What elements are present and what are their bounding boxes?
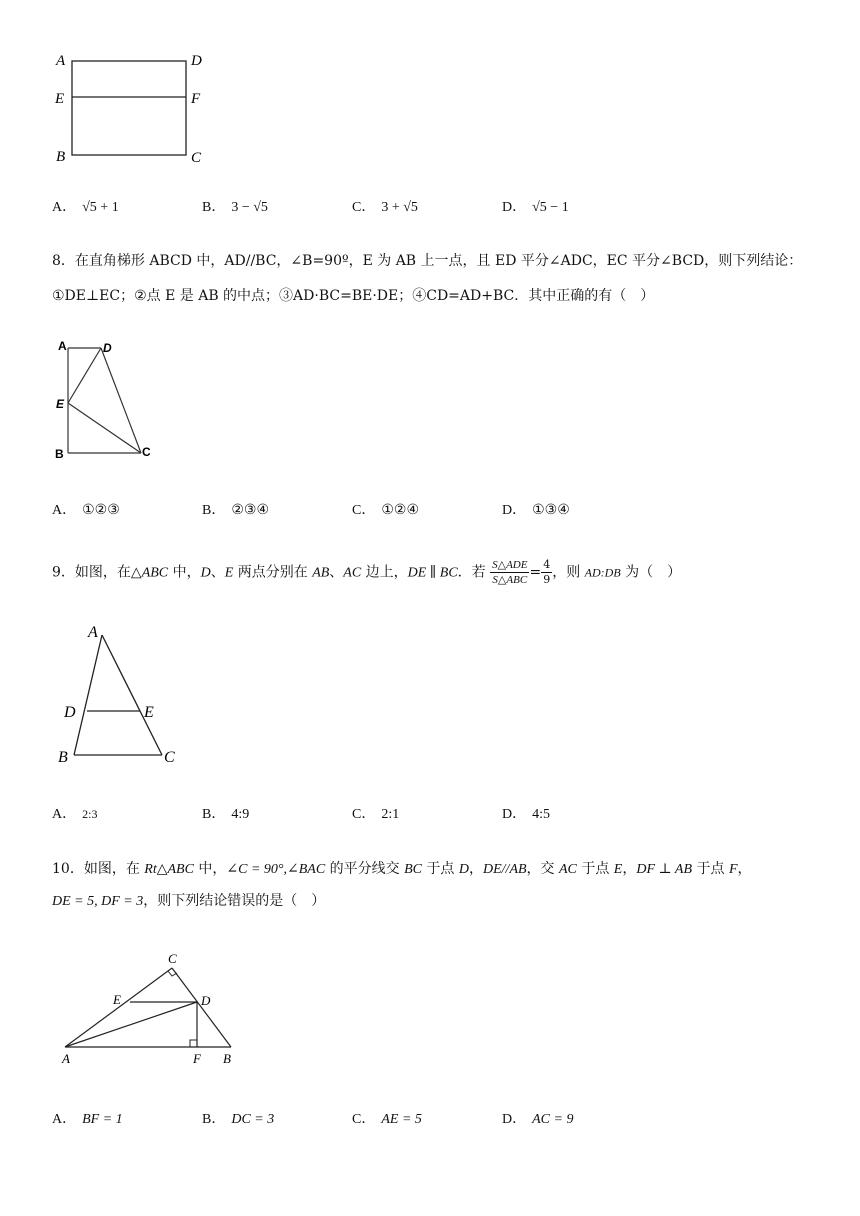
q9-t1: 中， — [168, 564, 201, 581]
option-key: D． — [502, 200, 527, 215]
option-value: 3 − √5 — [231, 200, 268, 215]
q7-option-d[interactable] — [502, 196, 569, 216]
option-key: C． — [352, 807, 376, 822]
q9-t7: ，则 — [552, 564, 585, 581]
q7-option-b[interactable] — [202, 196, 268, 216]
q9-prefix: 9．如图，在△ — [52, 564, 142, 581]
q9-option-c[interactable] — [352, 803, 399, 823]
label-e: E — [56, 397, 65, 411]
q8-option-b[interactable] — [202, 499, 269, 519]
figure-q10-right-triangle — [55, 945, 255, 1075]
q9-option-a[interactable] — [52, 803, 97, 823]
option-value: BF = 1 — [82, 1112, 123, 1127]
label-b: B — [223, 1051, 231, 1066]
q10-l1f: ，交 — [526, 861, 559, 877]
label-b: B — [56, 149, 66, 165]
option-value: 3 + √5 — [381, 200, 418, 215]
q10-l1i: 于点 — [692, 861, 729, 877]
q8-option-d[interactable] — [502, 499, 570, 519]
q10-option-b[interactable] — [202, 1108, 274, 1128]
q10-f: F — [728, 862, 738, 877]
q10-l1c: 的平分线交 — [325, 861, 405, 877]
q9-abc: ABC — [141, 565, 169, 581]
option-key: A． — [52, 807, 77, 822]
option-key: C． — [352, 1112, 376, 1127]
label-d: D — [64, 704, 76, 721]
label-e: E — [55, 91, 65, 107]
fraction-denominator: S△ABC — [492, 574, 528, 586]
q9-area-fraction — [490, 558, 529, 587]
option-value: 4:5 — [532, 807, 551, 822]
option-key: D． — [502, 1112, 527, 1127]
q8-text-line1: 8．在直角梯形 ABCD 中，AD//BC，∠B=90º，E 为 AB 上一点，且 ED 平分∠ADC，EC 平分∠BCD，则下列结论： — [52, 253, 803, 269]
segment-ed — [68, 348, 101, 403]
q9-t6: ．若 — [457, 564, 491, 581]
q10-l1e: ， — [469, 861, 483, 877]
figure-q8-trapezoid — [50, 336, 170, 466]
rectangle-abcd — [72, 61, 186, 155]
option-key: D． — [502, 503, 527, 518]
option-key: B． — [202, 807, 226, 822]
q9-t8: 为（ ） — [620, 564, 682, 581]
option-key: C． — [352, 503, 376, 518]
segment-ac — [65, 968, 172, 1047]
right-angle-mark-c — [168, 971, 177, 976]
label-f: F — [191, 91, 201, 107]
fraction-numerator: S△ADE — [492, 559, 528, 571]
q9-ab: AB — [312, 565, 330, 581]
option-key: A． — [52, 1112, 77, 1127]
q9-value-fraction — [541, 558, 552, 587]
q7-option-a[interactable] — [52, 196, 119, 216]
q10-l1g: 于点 — [576, 861, 614, 877]
q9-e: E — [224, 565, 234, 581]
label-a: A — [58, 339, 67, 353]
q10-l1j: ， — [737, 861, 752, 877]
q10-l1h: ， — [622, 861, 637, 877]
q10-e: E — [613, 862, 623, 877]
q10-cond1: ∠C = 90°,∠BAC — [226, 862, 326, 877]
figure-q7-rectangle — [50, 48, 220, 168]
q10-rt: Rt△ABC — [144, 862, 194, 877]
q10-df-ab: DF ⊥ AB — [636, 862, 693, 877]
segment-ab — [74, 635, 102, 755]
option-key: C． — [352, 200, 376, 215]
option-value: ①②③ — [82, 503, 120, 518]
option-key: A． — [52, 200, 77, 215]
label-a: A — [62, 1051, 70, 1066]
option-value: DC = 3 — [231, 1112, 275, 1127]
q9-ratio: AD:DB — [584, 565, 621, 580]
q10-option-c[interactable] — [352, 1108, 422, 1128]
figure-q9-triangle — [50, 620, 190, 770]
q10-bc: BC — [404, 862, 422, 877]
label-e: E — [144, 704, 154, 721]
fraction-numerator: 4 — [543, 558, 551, 571]
option-value: 4:9 — [231, 807, 250, 822]
label-c: C — [168, 951, 177, 966]
label-d: D — [201, 993, 211, 1008]
option-value: ①②④ — [381, 503, 419, 518]
label-e: E — [113, 992, 121, 1007]
q8-option-a[interactable] — [52, 499, 120, 519]
label-a: A — [88, 624, 98, 641]
q9-eq: = — [529, 564, 542, 581]
q10-l2b: ，则下列结论错误的是（ ） — [143, 893, 326, 909]
q10-l1b: 中， — [193, 861, 227, 877]
option-value: ②③④ — [231, 503, 269, 518]
q9-t4: 、 — [329, 564, 344, 581]
q10-d: D — [458, 862, 469, 877]
q9-t5: 边上， — [361, 564, 408, 581]
option-key: B． — [202, 200, 226, 215]
label-a: A — [56, 53, 66, 69]
option-value: 2:1 — [381, 807, 400, 822]
label-c: C — [164, 749, 175, 766]
label-b: B — [55, 447, 64, 461]
option-value: √5 + 1 — [82, 200, 119, 215]
option-value: AE = 5 — [381, 1112, 422, 1127]
q10-option-d[interactable] — [502, 1108, 573, 1128]
label-c: C — [142, 445, 151, 459]
label-d: D — [103, 341, 112, 355]
label-d: D — [191, 53, 202, 69]
option-value: AC = 9 — [532, 1112, 574, 1127]
right-angle-mark-f — [190, 1040, 197, 1047]
option-value: ①③④ — [532, 503, 570, 518]
q9-option-b[interactable] — [202, 803, 249, 823]
q10-ac: AC — [559, 862, 577, 877]
segment-dc — [101, 348, 141, 453]
q10-l1a: 10．如图，在 — [52, 861, 145, 877]
q9-ac: AC — [343, 565, 362, 581]
option-key: B． — [202, 1112, 226, 1127]
q10-text-line2 — [52, 891, 325, 912]
option-key: B． — [202, 503, 226, 518]
option-key: A． — [52, 503, 77, 518]
q7-option-c[interactable] — [352, 196, 418, 216]
q10-de-ab: DE//AB — [483, 862, 527, 877]
segment-ac — [102, 635, 162, 755]
q10-text-line1 — [52, 859, 752, 880]
q8-option-c[interactable] — [352, 499, 419, 519]
q9-option-d[interactable] — [502, 803, 550, 823]
fraction-denominator: 9 — [543, 573, 551, 586]
q8-text-line2: ①DE⊥EC；②点 E 是 AB 的中点；③AD·BC=BE·DE；④CD=AD+BC．其中正确的有（ ） — [52, 288, 655, 304]
option-value: 2:3 — [82, 807, 98, 821]
q9-de-bc: DE ∥ BC — [407, 565, 458, 581]
q9-t3: 两点分别在 — [233, 564, 313, 581]
q9-d: D — [200, 565, 211, 581]
label-f: F — [193, 1051, 201, 1066]
q10-l1d: 于点 — [421, 861, 459, 877]
q9-t2: 、 — [210, 564, 225, 581]
q10-givens: DE = 5, DF = 3 — [52, 894, 144, 909]
label-b: B — [58, 749, 68, 766]
label-c: C — [191, 150, 202, 166]
q9-text — [52, 558, 681, 587]
segment-ad — [65, 1002, 197, 1047]
option-key: D． — [502, 807, 527, 822]
q10-option-a[interactable] — [52, 1108, 123, 1128]
segment-ec — [68, 403, 141, 453]
option-value: √5 − 1 — [532, 200, 569, 215]
